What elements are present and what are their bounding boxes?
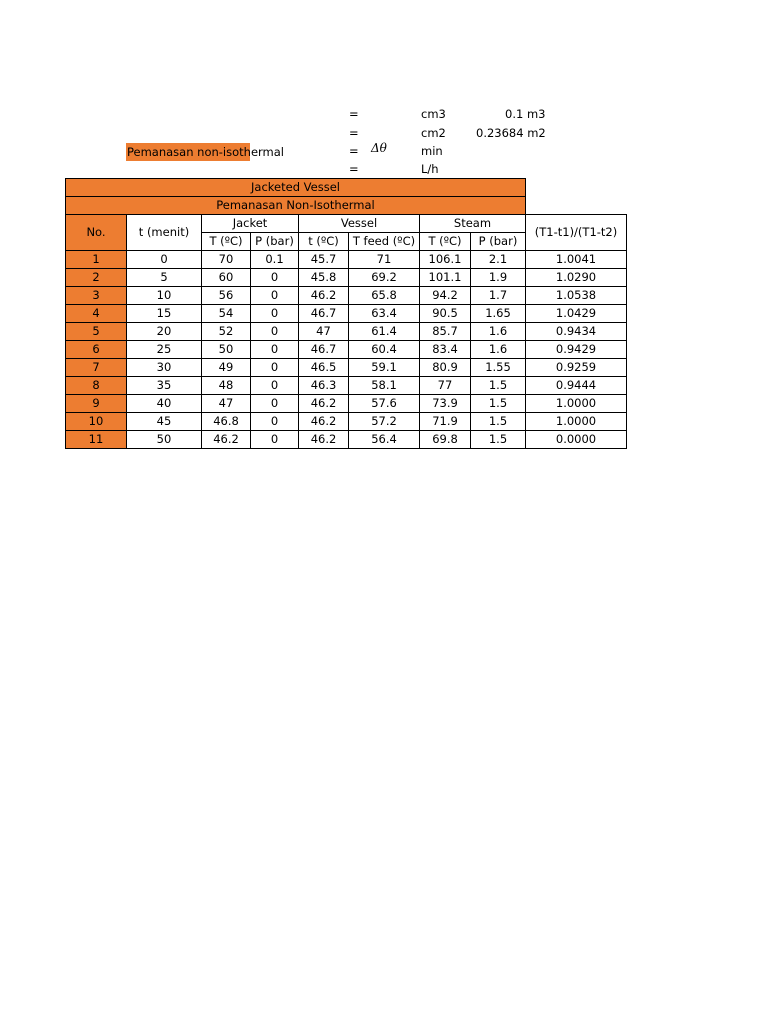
- cell-ratio: 0.9444: [526, 377, 627, 395]
- cell-jacket-T: 49: [202, 359, 251, 377]
- cell-steam-P: 1.5: [471, 413, 526, 431]
- cell-steam-P: 1.6: [471, 323, 526, 341]
- cell-steam-P: 1.5: [471, 395, 526, 413]
- cell-steam-P: 1.5: [471, 431, 526, 449]
- cell-steam-T: 77: [420, 377, 471, 395]
- cell-vessel-t: 46.2: [299, 395, 349, 413]
- cell-steam-T: 83.4: [420, 341, 471, 359]
- cell-jacket-T: 54: [202, 305, 251, 323]
- cell-steam-T: 94.2: [420, 287, 471, 305]
- cell-t-menit: 25: [127, 341, 202, 359]
- cell-vessel-tfeed: 57.2: [349, 413, 420, 431]
- cell-t-menit: 45: [127, 413, 202, 431]
- param-eq-3: =: [349, 144, 359, 158]
- cell-ratio: 0.9434: [526, 323, 627, 341]
- table-row: [66, 305, 627, 323]
- table-row: [66, 431, 627, 449]
- cell-jacket-T: 48: [202, 377, 251, 395]
- cell-jacket-T: 46.2: [202, 431, 251, 449]
- header-steam: Steam: [420, 215, 526, 233]
- cell-vessel-t: 46.5: [299, 359, 349, 377]
- data-table: [65, 178, 627, 449]
- cell-no: 2: [66, 269, 127, 287]
- cell-ratio: 1.0429: [526, 305, 627, 323]
- table-title-1: Jacketed Vessel: [66, 179, 526, 197]
- header-vessel-tfeed: T feed (ºC): [349, 233, 420, 251]
- cell-vessel-t: 46.2: [299, 413, 349, 431]
- cell-steam-T: 71.9: [420, 413, 471, 431]
- cell-jacket-P: 0: [251, 413, 299, 431]
- cell-ratio: 1.0290: [526, 269, 627, 287]
- table-row: [66, 395, 627, 413]
- cell-vessel-t: 46.7: [299, 341, 349, 359]
- cell-jacket-P: 0: [251, 305, 299, 323]
- cell-jacket-P: 0: [251, 359, 299, 377]
- cell-ratio: 1.0538: [526, 287, 627, 305]
- cell-steam-T: 85.7: [420, 323, 471, 341]
- cell-vessel-tfeed: 59.1: [349, 359, 420, 377]
- cell-ratio: 0.9259: [526, 359, 627, 377]
- cell-steam-P: 1.55: [471, 359, 526, 377]
- cell-jacket-T: 52: [202, 323, 251, 341]
- cell-steam-P: 1.65: [471, 305, 526, 323]
- table-row: [66, 287, 627, 305]
- cell-steam-T: 106.1: [420, 251, 471, 269]
- cell-no: 3: [66, 287, 127, 305]
- cell-ratio: 1.0000: [526, 395, 627, 413]
- highlight-label: Pemanasan non-isothermal: [127, 145, 284, 159]
- cell-jacket-P: 0: [251, 395, 299, 413]
- header-no: No.: [66, 215, 127, 251]
- cell-steam-P: 1.7: [471, 287, 526, 305]
- cell-steam-P: 1.5: [471, 377, 526, 395]
- header-jacket: Jacket: [202, 215, 299, 233]
- blank-cell: [526, 179, 627, 197]
- cell-vessel-t: 46.7: [299, 305, 349, 323]
- cell-t-menit: 5: [127, 269, 202, 287]
- cell-steam-T: 73.9: [420, 395, 471, 413]
- param-unit-3: min: [421, 144, 443, 158]
- header-jacket-P: P (bar): [251, 233, 299, 251]
- cell-vessel-tfeed: 69.2: [349, 269, 420, 287]
- cell-jacket-T: 47: [202, 395, 251, 413]
- cell-t-menit: 40: [127, 395, 202, 413]
- delta-theta-symbol: Δθ: [371, 141, 387, 155]
- cell-vessel-tfeed: 57.6: [349, 395, 420, 413]
- cell-jacket-P: 0: [251, 377, 299, 395]
- cell-vessel-tfeed: 63.4: [349, 305, 420, 323]
- cell-jacket-T: 70: [202, 251, 251, 269]
- cell-vessel-t: 46.3: [299, 377, 349, 395]
- cell-vessel-t: 45.7: [299, 251, 349, 269]
- cell-vessel-tfeed: 58.1: [349, 377, 420, 395]
- cell-jacket-P: 0: [251, 323, 299, 341]
- cell-vessel-t: 47: [299, 323, 349, 341]
- cell-vessel-t: 46.2: [299, 431, 349, 449]
- cell-t-menit: 0: [127, 251, 202, 269]
- cell-steam-P: 2.1: [471, 251, 526, 269]
- cell-t-menit: 10: [127, 287, 202, 305]
- table-title-2: Pemanasan Non-Isothermal: [66, 197, 526, 215]
- cell-vessel-t: 45.8: [299, 269, 349, 287]
- cell-ratio: 1.0000: [526, 413, 627, 431]
- cell-t-menit: 30: [127, 359, 202, 377]
- cell-jacket-P: 0: [251, 341, 299, 359]
- cell-no: 10: [66, 413, 127, 431]
- cell-jacket-T: 46.8: [202, 413, 251, 431]
- header-jacket-T: T (ºC): [202, 233, 251, 251]
- cell-vessel-tfeed: 61.4: [349, 323, 420, 341]
- param-eq-2: =: [349, 126, 359, 140]
- cell-t-menit: 15: [127, 305, 202, 323]
- cell-no: 4: [66, 305, 127, 323]
- cell-no: 8: [66, 377, 127, 395]
- cell-no: 1: [66, 251, 127, 269]
- cell-jacket-P: 0: [251, 269, 299, 287]
- cell-t-menit: 50: [127, 431, 202, 449]
- cell-no: 9: [66, 395, 127, 413]
- cell-vessel-t: 46.2: [299, 287, 349, 305]
- cell-jacket-T: 56: [202, 287, 251, 305]
- cell-steam-P: 1.9: [471, 269, 526, 287]
- blank-cell: [526, 197, 627, 215]
- table-row: [66, 377, 627, 395]
- table-row: [66, 251, 627, 269]
- cell-t-menit: 35: [127, 377, 202, 395]
- table-row: [66, 413, 627, 431]
- cell-no: 6: [66, 341, 127, 359]
- cell-no: 5: [66, 323, 127, 341]
- table-row: [66, 269, 627, 287]
- table-row: [66, 323, 627, 341]
- cell-vessel-tfeed: 56.4: [349, 431, 420, 449]
- cell-t-menit: 20: [127, 323, 202, 341]
- param-eq-4: =: [349, 162, 359, 176]
- cell-no: 7: [66, 359, 127, 377]
- cell-ratio: 0.0000: [526, 431, 627, 449]
- cell-ratio: 0.9429: [526, 341, 627, 359]
- cell-steam-T: 69.8: [420, 431, 471, 449]
- param-value-2: 0.23684 m2: [476, 126, 546, 140]
- cell-steam-T: 90.5: [420, 305, 471, 323]
- param-unit-1: cm3: [421, 107, 446, 121]
- header-steam-T: T (ºC): [420, 233, 471, 251]
- cell-no: 11: [66, 431, 127, 449]
- cell-vessel-tfeed: 65.8: [349, 287, 420, 305]
- cell-jacket-T: 50: [202, 341, 251, 359]
- header-ratio: (T1-t1)/(T1-t2): [526, 215, 627, 251]
- param-eq-1: =: [349, 107, 359, 121]
- cell-steam-T: 80.9: [420, 359, 471, 377]
- cell-vessel-tfeed: 60.4: [349, 341, 420, 359]
- cell-steam-P: 1.6: [471, 341, 526, 359]
- cell-jacket-P: 0.1: [251, 251, 299, 269]
- cell-steam-T: 101.1: [420, 269, 471, 287]
- header-t-menit: t (menit): [127, 215, 202, 251]
- param-unit-2: cm2: [421, 126, 446, 140]
- header-vessel-t: t (ºC): [299, 233, 349, 251]
- cell-jacket-P: 0: [251, 431, 299, 449]
- cell-vessel-tfeed: 71: [349, 251, 420, 269]
- cell-jacket-T: 60: [202, 269, 251, 287]
- cell-jacket-P: 0: [251, 287, 299, 305]
- param-unit-4: L/h: [421, 162, 439, 176]
- table-row: [66, 359, 627, 377]
- table-row: [66, 341, 627, 359]
- header-steam-P: P (bar): [471, 233, 526, 251]
- param-value-1: 0.1 m3: [505, 107, 546, 121]
- cell-ratio: 1.0041: [526, 251, 627, 269]
- header-vessel: Vessel: [299, 215, 420, 233]
